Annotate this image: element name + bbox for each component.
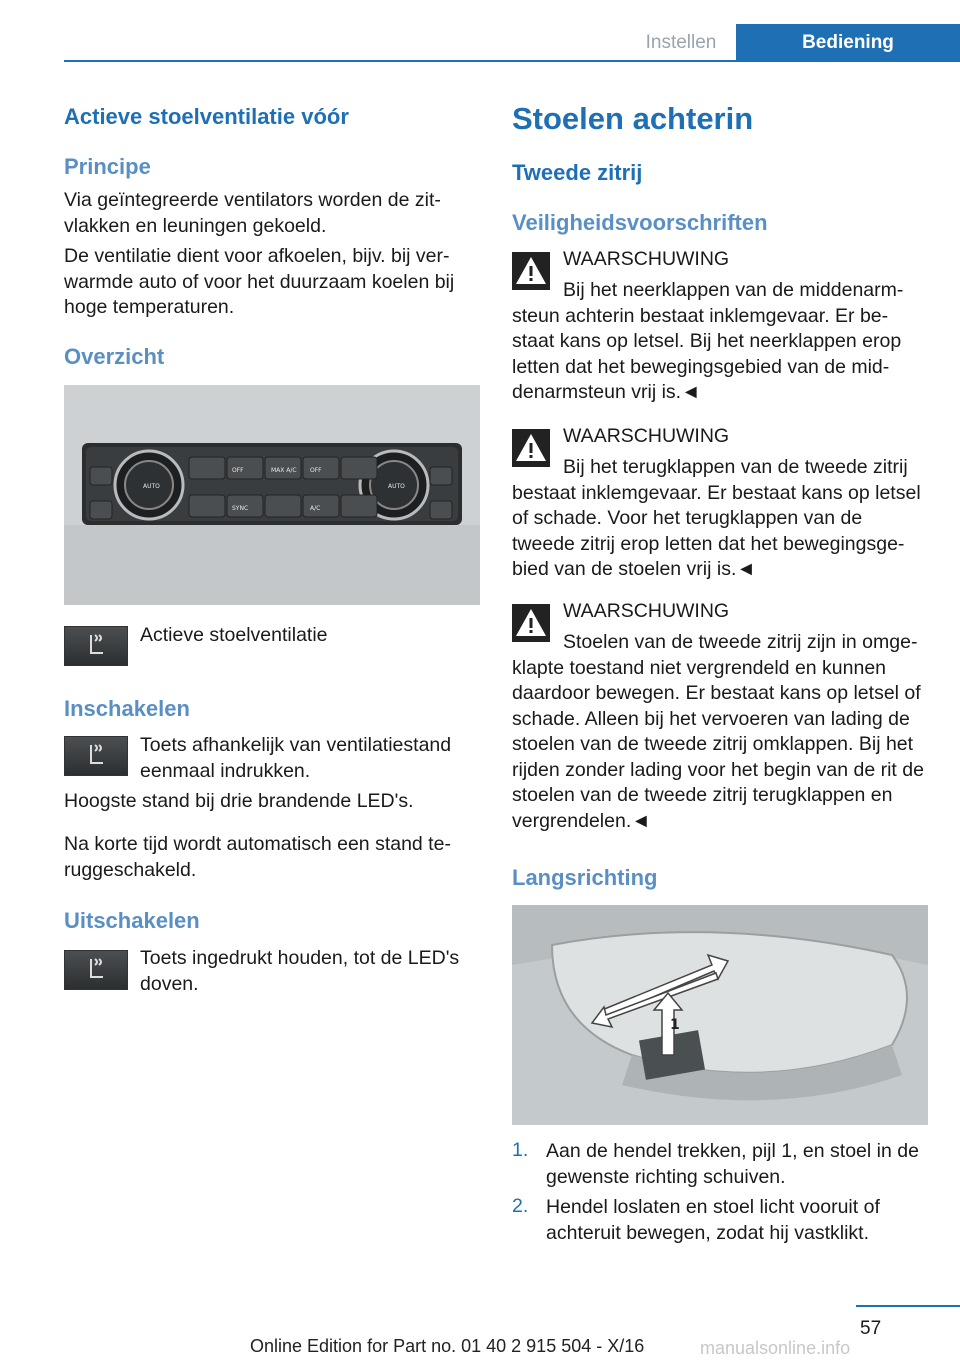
seat-ventilation-button-icon — [64, 626, 128, 666]
panel-label-ac: A/C — [310, 505, 321, 512]
arrow-marker-1: 1 — [670, 1017, 680, 1033]
step-number-1: 1. — [512, 1139, 529, 1161]
safety-heading: Veiligheidsvoorschriften — [512, 210, 768, 235]
tab-bediening[interactable]: Bediening — [736, 24, 960, 62]
seat-ventilation-button-icon — [64, 950, 128, 990]
panel-label-off-left: OFF — [232, 467, 244, 474]
panel-label-auto-right: AUTO — [388, 483, 405, 490]
watermark: manualsonline.info — [700, 1338, 851, 1358]
switch-off-heading: Uitschakelen — [64, 908, 200, 933]
page-number: 57 — [860, 1318, 882, 1339]
warning-text-2: Bij het terugklappen van de tweede zitrij bestaat inklemgevaar. Er bestaat kans op letsel of schade. Voor het terugklappen van de tweede zitrij erop letten dat het bewegingsge- bied van de stoelen vrij is.◄ — [512, 456, 921, 580]
switch-on-paragraph-3: Na korte tijd wordt automatisch een stand te- ruggeschakeld. — [64, 833, 451, 881]
climate-panel-illustration — [64, 385, 480, 605]
step-text-2: Hendel loslaten en stoel licht vooruit of achteruit bewegen, zodat hij vastklikt. — [546, 1196, 880, 1244]
switch-on-paragraph-1: Toets afhankelijk van ventilatiestand eenmaal indrukken. — [140, 734, 452, 782]
rear-seat-photo — [512, 905, 928, 1125]
tab-instellen[interactable]: Instellen — [645, 32, 717, 53]
header-rule — [64, 60, 960, 62]
panel-label-off-right: OFF — [310, 467, 322, 474]
switch-off-paragraph-1: Toets ingedrukt houden, tot de LED's doven. — [140, 947, 460, 995]
principle-paragraph-2: De ventilatie dient voor afkoelen, bijv. bij ver- warmde auto of voor het duurzaam koelen bij hoge temperaturen. — [64, 245, 455, 318]
switch-on-heading: Inschakelen — [64, 696, 190, 721]
seat-ventilation-button-icon — [64, 736, 128, 776]
overview-heading: Overzicht — [64, 344, 165, 369]
step-number-2: 2. — [512, 1195, 529, 1217]
warning-label-3: WAARSCHUWING — [563, 600, 730, 622]
panel-label-max-ac: MAX A/C — [271, 467, 297, 474]
second-row-heading: Tweede zitrij — [512, 160, 643, 185]
rear-seats-heading: Stoelen achterin — [512, 101, 754, 136]
panel-label-auto-left: AUTO — [143, 483, 160, 490]
longitudinal-heading: Langsrichting — [512, 865, 658, 890]
principle-paragraph-1: Via geïntegreerde ventilators worden de zit- vlakken en leuningen gekoeld. — [64, 189, 441, 237]
warning-label-2: WAARSCHUWING — [563, 425, 730, 447]
climate-panel-photo — [64, 385, 480, 605]
warning-text-3: Stoelen van de tweede zitrij zijn in omge- klapte toestand niet vergrendeld en kunnen daardoor bewegen. Er bestaat kans op letsel of schade. Alleen bij het vervoeren van lading de stoelen van de tweede zitrij omklappen. Bij het rijden zonder lading voor het begin van de rit de stoelen van de tweede zitrij terugklappen en vergrendelen.◄ — [512, 631, 924, 832]
principle-heading: Principe — [64, 154, 151, 179]
warning-text-1: Bij het neerklappen van de middenarm- steun achterin bestaat inklemgevaar. Er be- staat kans op letsel. Bij het neerklappen erop letten dat het bewegingsgebied van de mid- denarmsteun vrij is.◄ — [512, 279, 904, 403]
warning-label-1: WAARSCHUWING — [563, 248, 730, 270]
rear-seat-illustration — [512, 905, 928, 1125]
section-title-seat-ventilation: Actieve stoelventilatie vóór — [64, 104, 349, 129]
footer-rule — [856, 1305, 960, 1307]
switch-on-paragraph-2: Hoogste stand bij drie brandende LED's. — [64, 790, 414, 812]
icon-caption: Actieve stoelventilatie — [140, 624, 328, 646]
step-text-1: Aan de hendel trekken, pijl 1, en stoel in de gewenste richting schuiven. — [546, 1140, 919, 1188]
panel-label-sync: SYNC — [232, 505, 249, 512]
edition-note: Online Edition for Part no. 01 40 2 915 504 - X/16 — [250, 1336, 645, 1356]
